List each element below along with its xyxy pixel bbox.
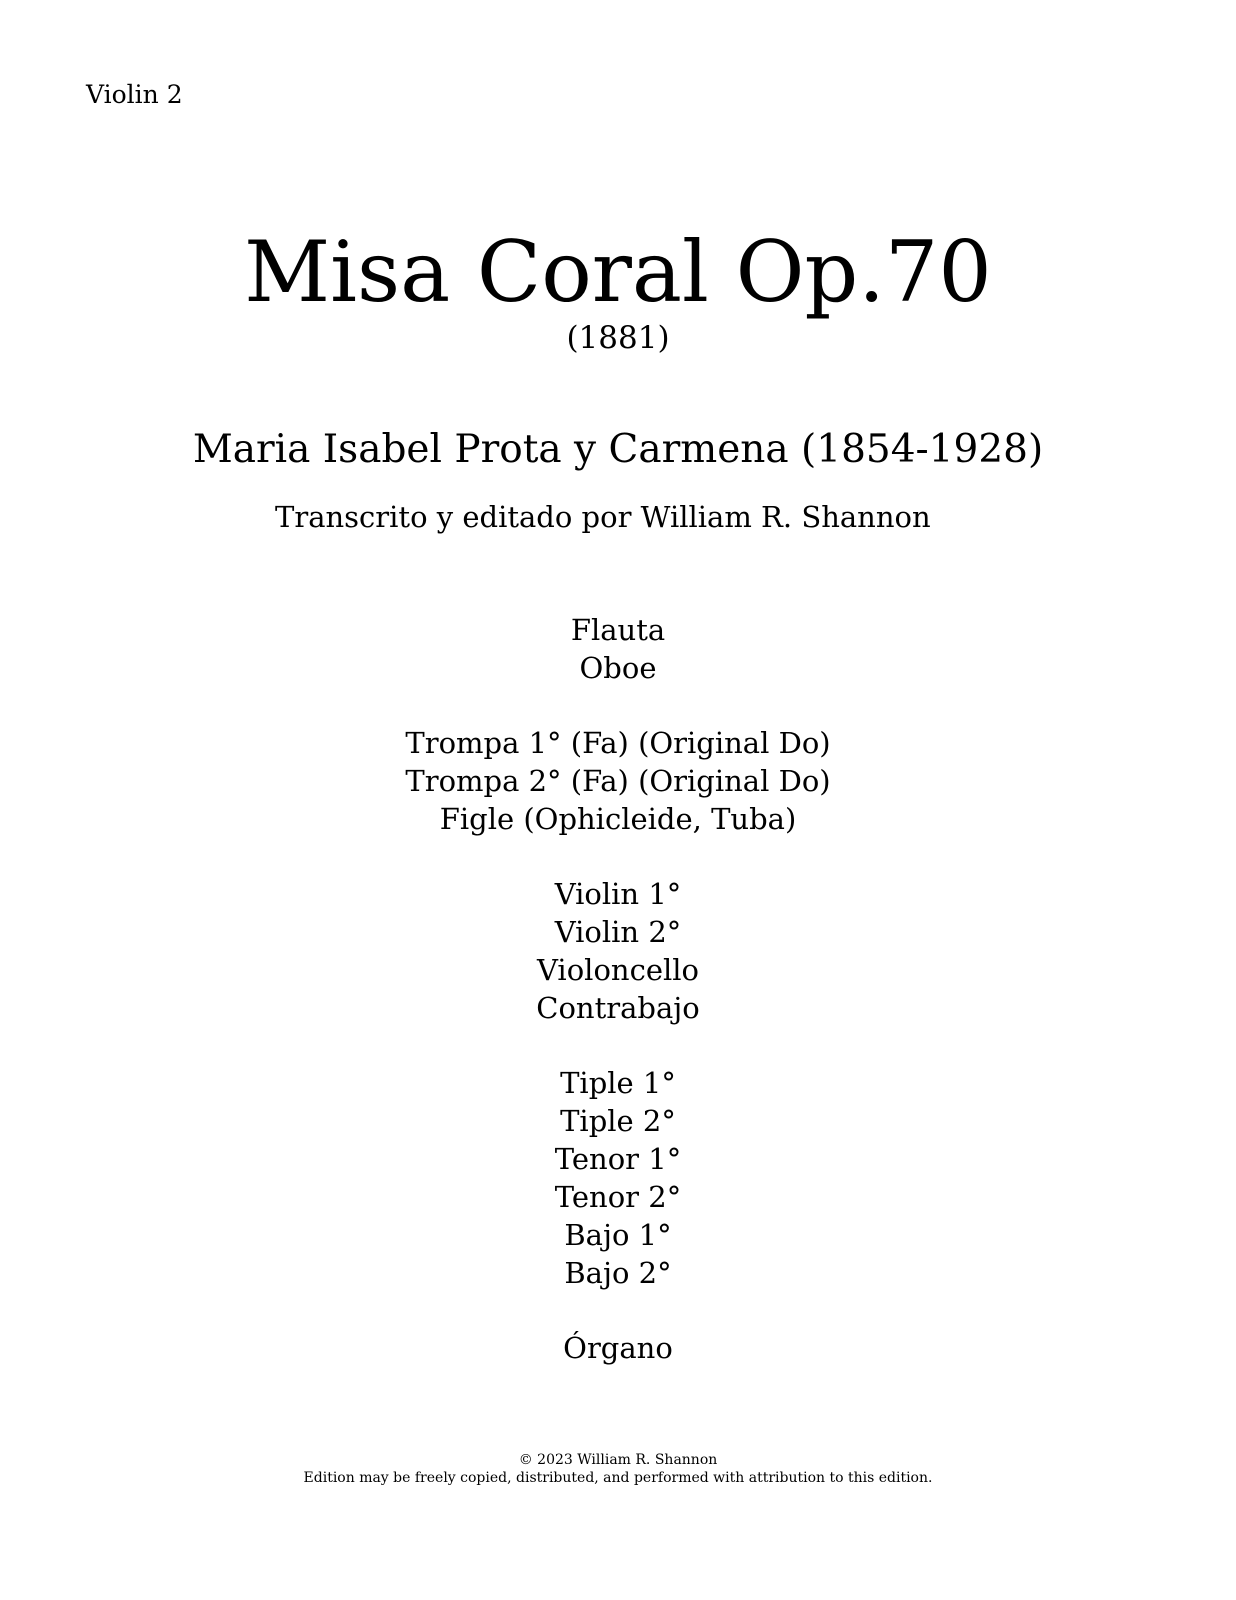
instrument-item: Contrabajo xyxy=(536,991,700,1025)
instrumentation-list xyxy=(0,611,1236,1367)
page-title: Misa Coral Op.70 xyxy=(244,223,992,321)
brass-group xyxy=(0,724,1236,838)
instrument-item: Flauta xyxy=(570,613,666,647)
instrument-item: Violin 1° xyxy=(554,877,682,911)
instrument-item: Trompa 2° (Fa) (Original Do) xyxy=(405,764,831,798)
instrument-item: Oboe xyxy=(579,651,657,685)
instrument-item: Tenor 1° xyxy=(554,1142,682,1176)
instrument-item: Bajo 1° xyxy=(564,1218,672,1252)
license-notice: Edition may be freely copied, distributed, and performed with attribution to this edition. xyxy=(303,1470,933,1486)
instrument-item: Violin 2° xyxy=(554,915,682,949)
copyright-notice: © 2023 William R. Shannon xyxy=(518,1452,718,1468)
composition-year: (1881) xyxy=(566,320,670,356)
part-label: Violin 2 xyxy=(86,80,183,109)
keyboard-group xyxy=(0,1329,1236,1367)
instrument-item: Tiple 2° xyxy=(560,1104,676,1138)
strings-group xyxy=(0,875,1236,1027)
instrument-item: Tenor 2° xyxy=(554,1180,682,1214)
instrument-item: Trompa 1° (Fa) (Original Do) xyxy=(405,726,831,760)
instrument-item: Bajo 2° xyxy=(564,1256,672,1290)
instrument-item: Violoncello xyxy=(537,953,699,987)
editor-credit: Transcrito y editado por William R. Shannon xyxy=(275,500,931,534)
voices-group xyxy=(0,1064,1236,1292)
winds-group xyxy=(0,611,1236,687)
instrument-item: Figle (Ophicleide, Tuba) xyxy=(439,802,797,836)
instrument-item: Órgano xyxy=(563,1331,673,1365)
instrument-item: Tiple 1° xyxy=(560,1066,676,1100)
composer-name: Maria Isabel Prota y Carmena (1854-1928) xyxy=(192,427,1044,472)
